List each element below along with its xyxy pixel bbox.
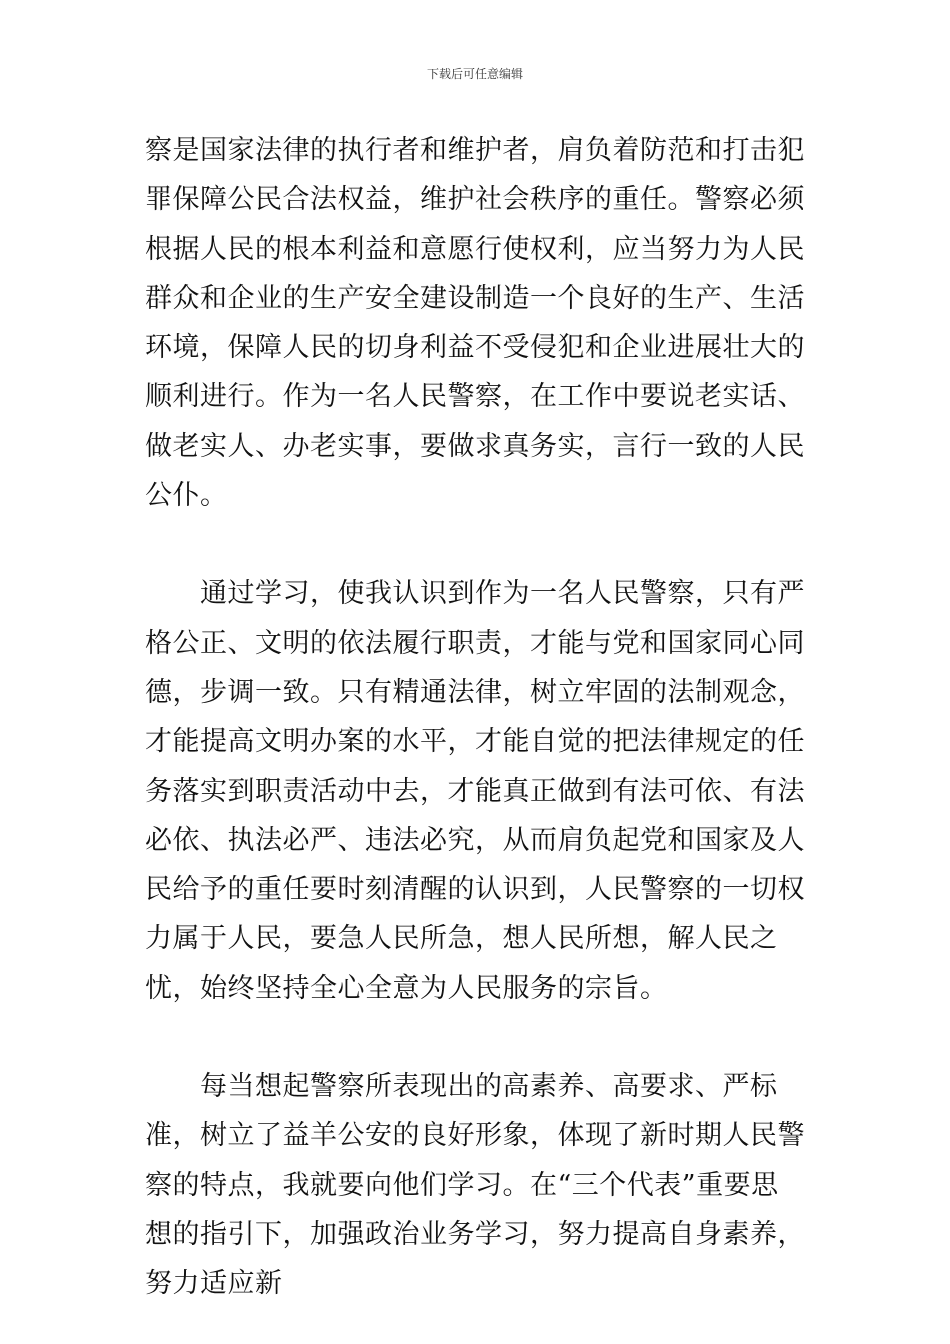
document-body xyxy=(145,126,805,1309)
paragraph-1: 察是国家法律的执行者和维护者，肩负着防范和打击犯罪保障公民合法权益，维护社会秩序的重任。警察必须根据人民的根本利益和意愿行使权利，应当努力为人民群众和企业的生产安全建设制造一个良好的生产、生活环境，保障人民的切身利益不受侵犯和企业进展壮大的顺利进行。作为一名人民警察，在工作中要说老实话、做老实人、办老实事，要做求真务实，言行一致的人民公仆。 xyxy=(145,135,805,512)
page-header-note: 下载后可任意编辑 xyxy=(426,67,523,81)
paragraph-2: 通过学习，使我认识到作为一名人民警察，只有严格公正、文明的依法履行职责，才能与党和国家同心同德，步调一致。只有精通法律，树立牢固的法制观念，才能提高文明办案的水平，才能自觉的把法律规定的任务落实到职责活动中去，才能真正做到有法可依、有法必依、执法必严、违法必究，从而肩负起党和国家及人民给予的重任要时刻清醒的认识到，人民警察的一切权力属于人民，要急人民所急，想人民所想，解人民之忧，始终坚持全心全意为人民服务的宗旨。 xyxy=(145,578,805,1004)
paragraph-3: 每当想起警察所表现出的高素养、高要求、严标准，树立了益羊公安的良好形象，体现了新时期人民警察的特点，我就要向他们学习。在“三个代表”重要思想的指引下，加强政治业务学习，努力提高自身素养，努力适应新 xyxy=(145,1071,805,1300)
